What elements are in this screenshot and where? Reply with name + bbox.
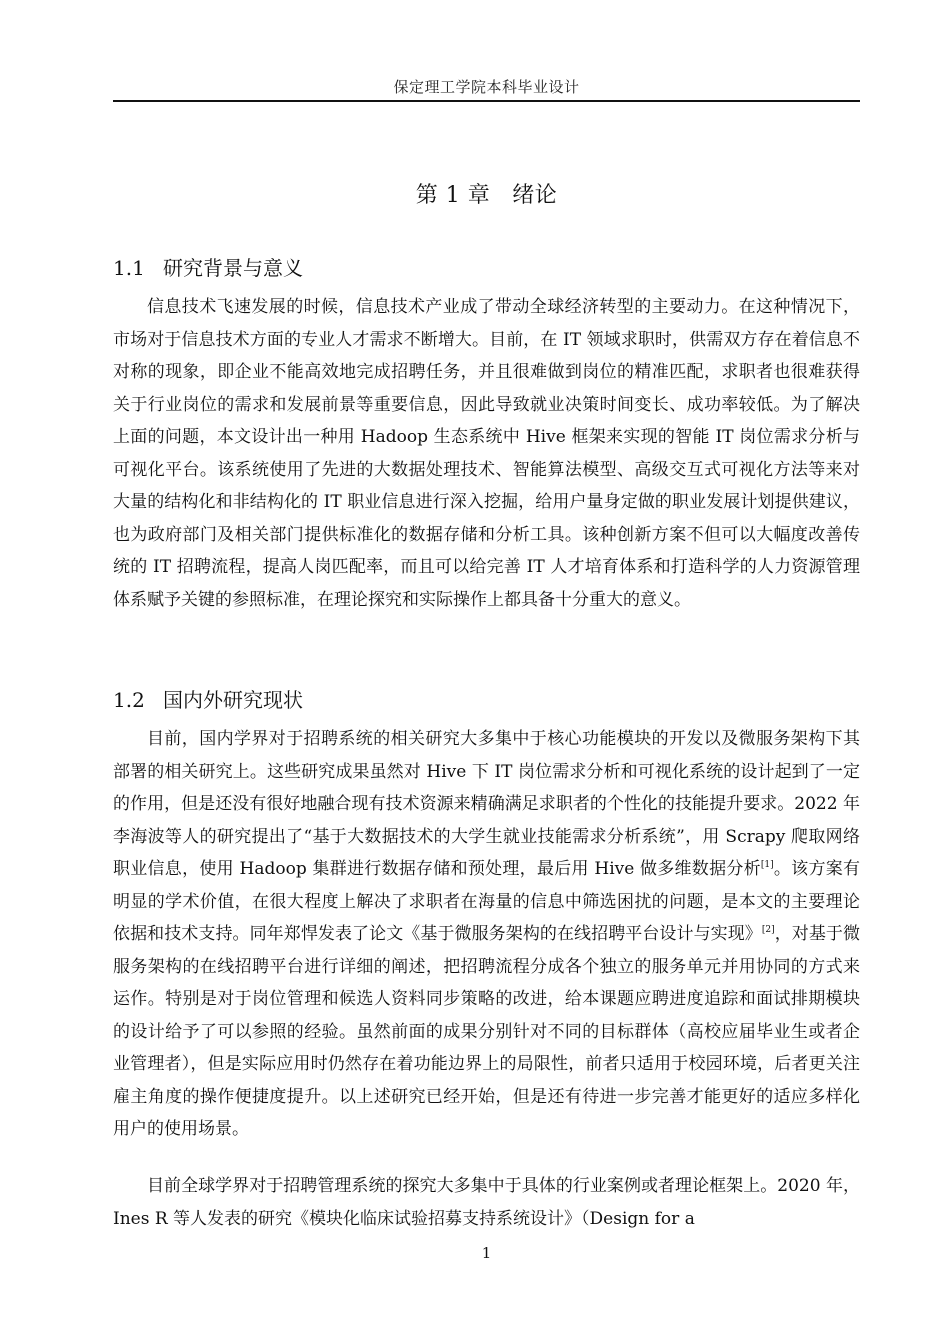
section-number: 1.1 xyxy=(113,256,145,280)
chapter-number: 第 1 章 xyxy=(415,183,491,208)
body-paragraph xyxy=(113,723,860,1146)
section-heading-1-1 xyxy=(113,252,860,281)
paragraph-text: 目前，国内学界对于招聘系统的相关研究大多集中于核心功能模块的开发以及微服务架构下其部署的相关研究上。这些研究成果虽然对 Hive 下 IT 岗位需求分析和可视化系统的设计起到了一定的作用，但是还没有很好地融合现有技术资源来精确满足求职者的个性化的技能提升要求。2022 年李海波等人的研究提出了“基于大数据技术的大学生就业技能需求分析系统”，用 Scrapy 爬取网络职业信息，使用 Hadoop 集群进行数据存储和预处理，最后用 Hive 做多维数据分析 xyxy=(113,729,860,879)
page-number: 1 xyxy=(481,1244,492,1262)
header-rule xyxy=(113,100,860,102)
paragraph-text: ，对基于微服务架构的在线招聘平台进行详细的阐述，把招聘流程分成各个独立的服务单元并用协同的方式来运作。特别是对于岗位管理和候选人资料同步策略的改进，给本课题应聘进度追踪和面试排期模块的设计给予了可以参照的经验。虽然前面的成果分别针对不同的目标群体（高校应届毕业生或者企业管理者），但是实际应用时仍然存在着功能边界上的局限性，前者只适用于校园环境，后者更关注雇主角度的操作便捷度提升。以上述研究已经开始，但是还有待进一步完善才能更好的适应多样化用户的使用场景。 xyxy=(113,924,861,1139)
section-heading-1-2 xyxy=(113,684,860,713)
paragraph-text: 。该方案有明显的学术价值，在很大程度上解决了求职者在海量的信息中筛选困扰的问题，是本文的主要理论依据和技术支持。同年郑悍发表了论文《基于微服务架构的在线招聘平台设计与实现》 xyxy=(113,859,860,944)
section-number: 1.2 xyxy=(113,688,145,712)
chapter-name: 绪论 xyxy=(512,183,558,208)
body-paragraph: 信息技术飞速发展的时候，信息技术产业成了带动全球经济转型的主要动力。在这种情况下，市场对于信息技术方面的专业人才需求不断增大。目前，在 IT 领域求职时，供需双方存在着信息不对称的现象，即企业不能高效地完成招聘任务，并且很难做到岗位的精准匹配，求职者也很难获得关于行业岗位的需求和发展前景等重要信息，因此导致就业决策时间变长、成功率较低。为了解决上面的问题，本文设计出一种用 Hadoop 生态系统中 Hive 框架来实现的智能 IT 岗位需求分析与可视化平台。该系统使用了先进的大数据处理技术、智能算法模型、高级交互式可视化方法等来对大量的结构化和非结构化的 IT 职业信息进行深入挖掘，给用户量身定做的职业发展计划提供建议，也为政府部门及相关部门提供标准化的数据存储和分析工具。该种创新方案不但可以大幅度改善传统的 IT 招聘流程，提高人岗匹配率，而且可以给完善 IT 人才培育体系和打造科学的人力资源管理体系赋予关键的参照标准，在理论探究和实际操作上都具备十分重大的意义。 xyxy=(113,297,860,610)
citation-marker: [2] xyxy=(761,925,775,935)
citation-marker: [1] xyxy=(760,860,774,870)
section-title: 国内外研究现状 xyxy=(163,688,303,712)
section-title: 研究背景与意义 xyxy=(163,256,303,280)
chapter-title xyxy=(113,178,860,209)
body-paragraph: 目前全球学界对于招聘管理系统的探究大多集中于具体的行业案例或者理论框架上。2020 年，Ines R 等人发表的研究《模块化临床试验招募支持系统设计》（Design for a xyxy=(113,1176,860,1229)
running-header: 保定理工学院本科毕业设计 xyxy=(393,78,580,96)
